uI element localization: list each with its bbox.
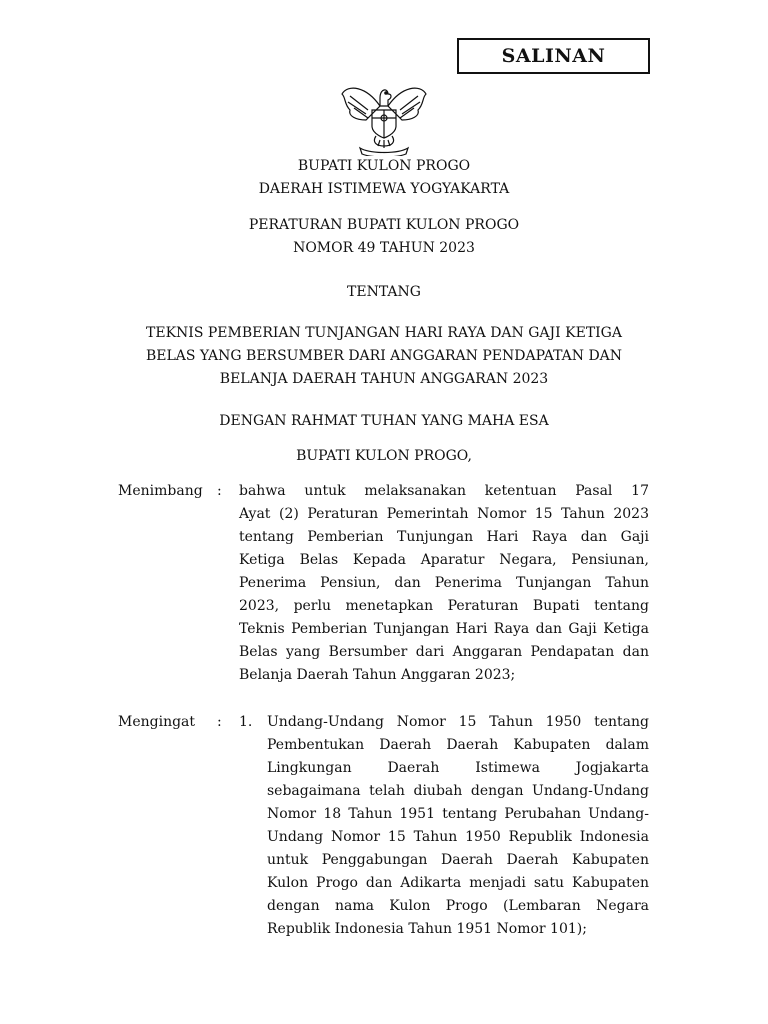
mengingat-line: Republik Indonesia Tahun 1951 Nomor 101); [267, 921, 587, 937]
preamble-blessing: DENGAN RAHMAT TUHAN YANG MAHA ESA [219, 413, 549, 429]
menimbang-line: Belanja Daerah Tahun Anggaran 2023; [239, 667, 516, 683]
mengingat-label: Mengingat [118, 714, 196, 730]
menimbang-line: Penerima Pensiun, dan Penerima Tunjangan Tahun [239, 575, 649, 591]
mengingat-item-text [267, 711, 649, 941]
mengingat-line: dengan nama Kulon Progo (Lembaran Negara [267, 898, 649, 914]
subject-line: BELANJA DAERAH TAHUN ANGGARAN 2023 [219, 371, 549, 387]
menimbang-line: Teknis Pemberian Tunjangan Hari Raya dan Gaji Ketiga [239, 621, 649, 637]
header-line-regent: BUPATI KULON PROGO [297, 158, 471, 174]
menimbang-line: Ayat (2) Peraturan Pemerintah Nomor 15 Tahun 2023 [239, 506, 649, 522]
subject-line: BELAS YANG BERSUMBER DARI ANGGARAN PENDAPATAN DAN [145, 348, 623, 364]
mengingat-line: Lingkungan Daerah Istimewa Jogjakarta [267, 760, 649, 776]
header-line-province: DAERAH ISTIMEWA YOGYAKARTA [258, 181, 510, 197]
menimbang-line: 2023, perlu menetapkan Peraturan Bupati tentang [239, 598, 649, 614]
salinan-stamp: SALINAN [457, 38, 650, 74]
regulation-title: PERATURAN BUPATI KULON PROGO [248, 217, 520, 233]
regulation-number: NOMOR 49 TAHUN 2023 [293, 240, 475, 256]
mengingat-colon: : [217, 714, 222, 730]
menimbang-label: Menimbang [118, 483, 203, 499]
garuda-pancasila-emblem-icon [336, 76, 432, 156]
menimbang-line: tentang Pemberian Tunjungan Hari Raya dan Gaji [239, 529, 649, 545]
menimbang-line: Belas yang Bersumber dari Anggaran Pendapatan dan [239, 644, 649, 660]
regulation-about: TENTANG [347, 284, 421, 300]
menimbang-text [239, 480, 649, 687]
menimbang-colon: : [217, 483, 222, 499]
mengingat-line: sebagaimana telah diubah dengan Undang-Undang [267, 783, 649, 799]
mengingat-line: Kulon Progo dan Adikarta menjadi satu Kabupaten [267, 875, 649, 891]
mengingat-line: Nomor 18 Tahun 1951 tentang Perubahan Undang- [267, 806, 649, 822]
mengingat-item-number: 1. [239, 714, 253, 730]
subject-line: TEKNIS PEMBERIAN TUNJANGAN HARI RAYA DAN GAJI KETIGA [146, 325, 622, 341]
mengingat-line: Undang-Undang Nomor 15 Tahun 1950 tentang [267, 714, 649, 730]
mengingat-line: Pembentukan Daerah Daerah Kabupaten dalam [267, 737, 649, 753]
menimbang-line: bahwa untuk melaksanakan ketentuan Pasal 17 [239, 483, 649, 499]
mengingat-line: untuk Penggabungan Daerah Daerah Kabupaten [267, 852, 649, 868]
menimbang-line: Ketiga Belas Kepada Aparatur Negara, Pensiunan, [239, 552, 649, 568]
mengingat-line: Undang Nomor 15 Tahun 1950 Republik Indonesia [267, 829, 649, 845]
preamble-authority: BUPATI KULON PROGO, [296, 448, 472, 464]
